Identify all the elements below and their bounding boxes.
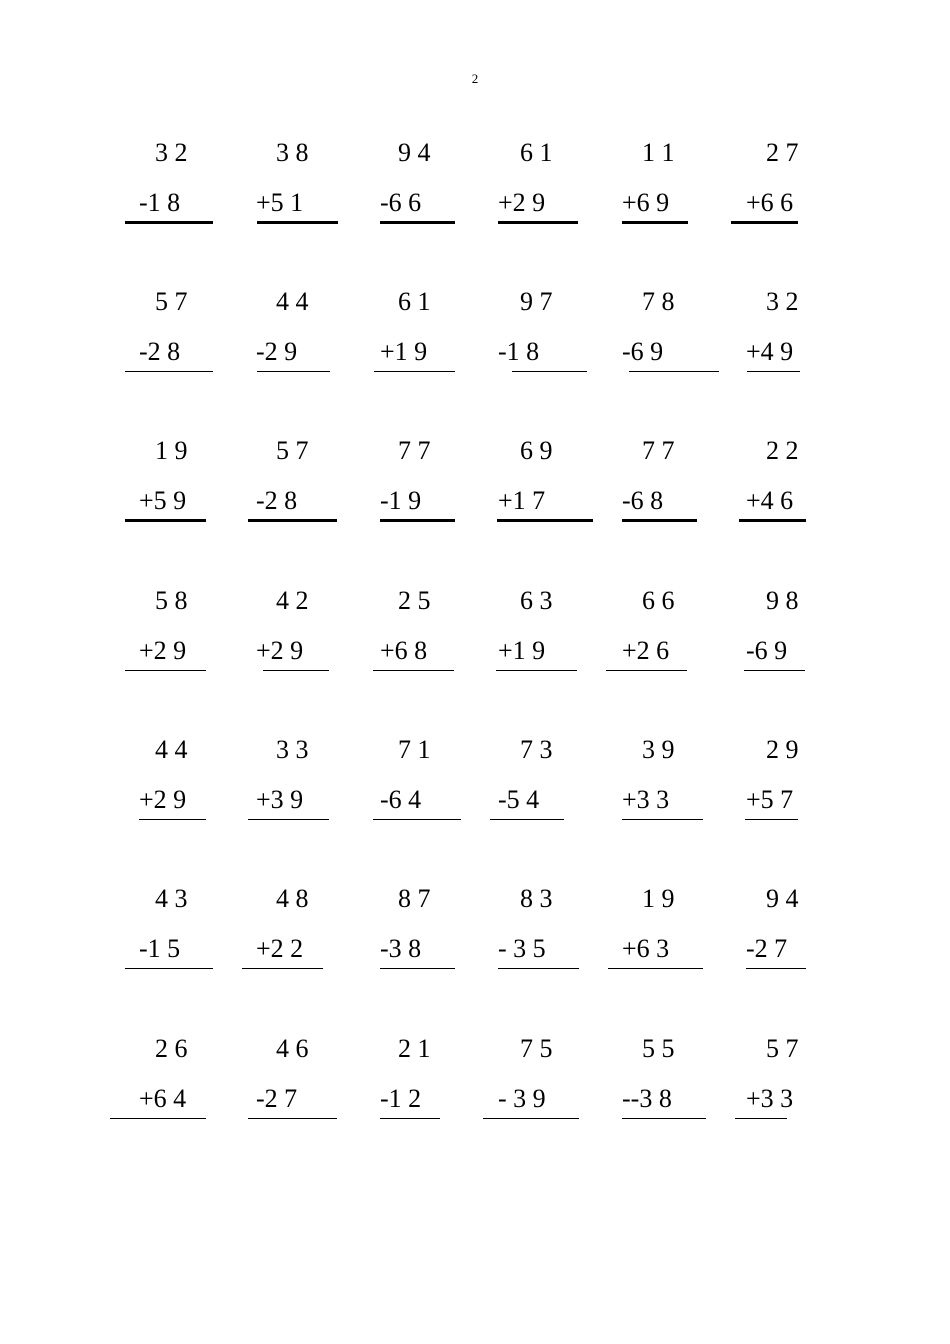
top-operand: 4 8 xyxy=(276,884,309,913)
bottom-operand: -6 6 xyxy=(380,188,422,217)
answer-line xyxy=(735,1118,787,1119)
top-operand: 3 9 xyxy=(642,735,675,764)
top-operand: 3 3 xyxy=(276,735,309,764)
problem-3-2 xyxy=(248,436,378,556)
top-operand: 1 9 xyxy=(642,884,675,913)
bottom-operand: +2 9 xyxy=(139,636,187,665)
bottom-operand: -1 9 xyxy=(380,486,422,515)
problem-3-3 xyxy=(374,436,504,556)
bottom-operand: -2 8 xyxy=(139,337,181,366)
answer-line xyxy=(498,221,578,224)
answer-line xyxy=(745,819,798,820)
bottom-operand: - 3 5 xyxy=(498,934,546,963)
answer-line xyxy=(731,221,798,224)
answer-line xyxy=(373,670,454,671)
top-operand: 4 4 xyxy=(155,735,188,764)
problem-4-1 xyxy=(125,586,255,706)
page-number: 2 xyxy=(471,71,479,86)
problem-1-4 xyxy=(494,138,624,258)
problem-6-1 xyxy=(125,884,255,1004)
problem-5-6 xyxy=(734,735,864,855)
top-operand: 6 6 xyxy=(642,586,675,615)
bottom-operand: +5 7 xyxy=(746,785,794,814)
answer-line xyxy=(380,221,455,224)
top-operand: 7 7 xyxy=(398,436,431,465)
problem-6-4 xyxy=(494,884,624,1004)
answer-line xyxy=(739,519,806,522)
answer-line xyxy=(257,371,330,372)
problem-2-3 xyxy=(374,287,504,407)
top-operand: 6 3 xyxy=(520,586,553,615)
problem-7-2 xyxy=(248,1034,378,1154)
problem-6-5 xyxy=(612,884,742,1004)
top-operand: 5 7 xyxy=(155,287,188,316)
answer-line xyxy=(746,968,806,969)
problem-7-3 xyxy=(374,1034,504,1154)
problem-7-1 xyxy=(125,1034,255,1154)
top-operand: 5 7 xyxy=(276,436,309,465)
top-operand: 6 9 xyxy=(520,436,553,465)
bottom-operand: -1 5 xyxy=(139,934,181,963)
bottom-operand: +6 8 xyxy=(380,636,428,665)
answer-line xyxy=(257,221,338,224)
bottom-operand: +4 6 xyxy=(746,486,794,515)
top-operand: 7 1 xyxy=(398,735,431,764)
bottom-operand: +2 9 xyxy=(498,188,546,217)
problem-6-2 xyxy=(248,884,378,1004)
top-operand: 2 7 xyxy=(766,138,799,167)
answer-line xyxy=(263,670,329,671)
answer-line xyxy=(380,519,455,522)
bottom-operand: -1 2 xyxy=(380,1084,422,1113)
top-operand: 2 1 xyxy=(398,1034,431,1063)
top-operand: 4 4 xyxy=(276,287,309,316)
top-operand: 7 5 xyxy=(520,1034,553,1063)
answer-line xyxy=(622,819,703,820)
bottom-operand: -2 9 xyxy=(256,337,298,366)
bottom-operand: -2 8 xyxy=(256,486,298,515)
answer-line xyxy=(139,819,206,820)
top-operand: 5 5 xyxy=(642,1034,675,1063)
problem-5-1 xyxy=(125,735,255,855)
answer-line xyxy=(248,519,337,522)
bottom-operand: +6 4 xyxy=(139,1084,187,1113)
bottom-operand: +5 9 xyxy=(139,486,187,515)
answer-line xyxy=(125,371,213,372)
problem-7-4 xyxy=(494,1034,624,1154)
problem-2-2 xyxy=(248,287,378,407)
problem-4-2 xyxy=(248,586,378,706)
problem-7-5 xyxy=(612,1034,742,1154)
top-operand: 2 6 xyxy=(155,1034,188,1063)
answer-line xyxy=(490,819,564,820)
bottom-operand: --3 8 xyxy=(622,1084,672,1113)
bottom-operand: +2 2 xyxy=(256,934,304,963)
problem-6-3 xyxy=(374,884,504,1004)
problem-3-1 xyxy=(125,436,255,556)
problem-4-4 xyxy=(494,586,624,706)
bottom-operand: -3 8 xyxy=(380,934,422,963)
problem-4-6 xyxy=(734,586,864,706)
bottom-operand: +1 9 xyxy=(380,337,428,366)
answer-line xyxy=(380,1118,440,1119)
answer-line xyxy=(125,968,213,969)
answer-line xyxy=(622,1118,706,1119)
answer-line xyxy=(125,221,213,224)
top-operand: 3 2 xyxy=(766,287,799,316)
bottom-operand: -2 7 xyxy=(256,1084,298,1113)
top-operand: 5 7 xyxy=(766,1034,799,1063)
top-operand: 6 1 xyxy=(520,138,553,167)
answer-line xyxy=(512,371,587,372)
problem-1-2 xyxy=(248,138,378,258)
problem-7-6 xyxy=(734,1034,864,1154)
problem-2-1 xyxy=(125,287,255,407)
bottom-operand: -5 4 xyxy=(498,785,540,814)
top-operand: 1 1 xyxy=(642,138,675,167)
bottom-operand: +3 3 xyxy=(622,785,670,814)
top-operand: 2 9 xyxy=(766,735,799,764)
answer-line xyxy=(497,519,593,522)
top-operand: 7 7 xyxy=(642,436,675,465)
problem-3-6 xyxy=(734,436,864,556)
top-operand: 4 3 xyxy=(155,884,188,913)
answer-line xyxy=(242,968,323,969)
answer-line xyxy=(483,1118,579,1119)
bottom-operand: +5 1 xyxy=(256,188,304,217)
top-operand: 8 7 xyxy=(398,884,431,913)
bottom-operand: +6 3 xyxy=(622,934,670,963)
top-operand: 8 3 xyxy=(520,884,553,913)
top-operand: 9 7 xyxy=(520,287,553,316)
top-operand: 7 8 xyxy=(642,287,675,316)
answer-line xyxy=(110,1118,206,1119)
top-operand: 3 2 xyxy=(155,138,188,167)
top-operand: 2 2 xyxy=(766,436,799,465)
bottom-operand: +2 9 xyxy=(139,785,187,814)
top-operand: 4 2 xyxy=(276,586,309,615)
top-operand: 6 1 xyxy=(398,287,431,316)
bottom-operand: +1 9 xyxy=(498,636,546,665)
top-operand: 1 9 xyxy=(155,436,188,465)
answer-line xyxy=(496,670,577,671)
bottom-operand: -6 9 xyxy=(622,337,664,366)
answer-line xyxy=(608,968,703,969)
top-operand: 7 3 xyxy=(520,735,553,764)
bottom-operand: -1 8 xyxy=(498,337,540,366)
problem-3-5 xyxy=(612,436,742,556)
top-operand: 3 8 xyxy=(276,138,309,167)
top-operand: 9 4 xyxy=(766,884,799,913)
answer-line xyxy=(374,371,455,372)
bottom-operand: -2 7 xyxy=(746,934,788,963)
answer-line xyxy=(373,819,461,820)
top-operand: 9 4 xyxy=(398,138,431,167)
bottom-operand: +6 9 xyxy=(622,188,670,217)
problem-1-3 xyxy=(374,138,504,258)
problem-1-6 xyxy=(734,138,864,258)
answer-line xyxy=(606,670,687,671)
problem-5-2 xyxy=(248,735,378,855)
problem-1-1 xyxy=(125,138,255,258)
bottom-operand: +3 3 xyxy=(746,1084,794,1113)
problem-1-5 xyxy=(612,138,742,258)
answer-line xyxy=(248,1118,337,1119)
bottom-operand: -6 9 xyxy=(746,636,788,665)
top-operand: 5 8 xyxy=(155,586,188,615)
bottom-operand: -1 8 xyxy=(139,188,181,217)
problem-2-6 xyxy=(734,287,864,407)
bottom-operand: +4 9 xyxy=(746,337,794,366)
answer-line xyxy=(744,670,805,671)
answer-line xyxy=(747,371,800,372)
problem-5-5 xyxy=(612,735,742,855)
problem-2-4 xyxy=(494,287,624,407)
answer-line xyxy=(498,968,579,969)
bottom-operand: +2 6 xyxy=(622,636,670,665)
answer-line xyxy=(622,221,688,224)
bottom-operand: +6 6 xyxy=(746,188,794,217)
bottom-operand: -6 4 xyxy=(380,785,422,814)
answer-line xyxy=(125,519,206,522)
problem-2-5 xyxy=(612,287,742,407)
answer-line xyxy=(622,519,697,522)
problem-4-5 xyxy=(612,586,742,706)
answer-line xyxy=(380,968,455,969)
problem-5-4 xyxy=(494,735,624,855)
bottom-operand: +1 7 xyxy=(498,486,546,515)
bottom-operand: -6 8 xyxy=(622,486,664,515)
top-operand: 4 6 xyxy=(276,1034,309,1063)
top-operand: 9 8 xyxy=(766,586,799,615)
top-operand: 2 5 xyxy=(398,586,431,615)
answer-line xyxy=(629,371,719,372)
problem-3-4 xyxy=(494,436,624,556)
answer-line xyxy=(248,819,329,820)
problem-6-6 xyxy=(734,884,864,1004)
bottom-operand: +3 9 xyxy=(256,785,304,814)
bottom-operand: +2 9 xyxy=(256,636,304,665)
answer-line xyxy=(125,670,206,671)
problem-4-3 xyxy=(374,586,504,706)
problem-5-3 xyxy=(374,735,504,855)
bottom-operand: - 3 9 xyxy=(498,1084,546,1113)
